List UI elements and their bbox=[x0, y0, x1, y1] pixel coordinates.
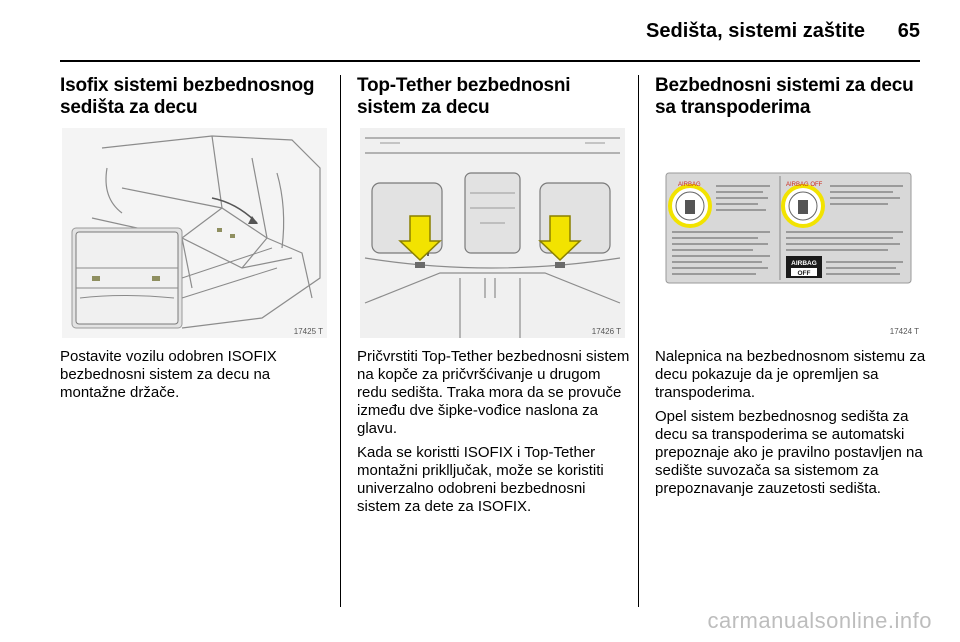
heading-line: Isofix sistemi bezbednosnog bbox=[60, 75, 315, 96]
section-heading-transponder bbox=[655, 75, 930, 119]
heading-line: sistem za decu bbox=[357, 97, 490, 118]
airbag-text-left: AIRBAG bbox=[678, 182, 701, 188]
paragraph: Postavite vozilu odobren ISOFIX bezbednosni sistem za decu na montažne držače. bbox=[60, 348, 277, 401]
column-divider bbox=[638, 75, 639, 607]
paragraph: Opel sistem bezbednosnog sedišta za decu sa transpoderima se automatski prepoznaje ako je pravilno postavljen na sedište suvozača sa sistemom za prepoznavanje zauzetosti sedišta. bbox=[655, 408, 923, 497]
top-tether-illustration bbox=[360, 128, 625, 338]
isofix-seat-illustration bbox=[62, 128, 327, 338]
watermark: carmanualsonline.info bbox=[707, 608, 932, 633]
figure-id: 17426 T bbox=[591, 327, 621, 336]
figure-top-tether bbox=[360, 128, 625, 338]
figure-transponder-label bbox=[658, 128, 923, 338]
paragraph: Nalepnica na bezbednosnom sistemu za decu pokazuje da je opremljen sa transpoderima. bbox=[655, 348, 926, 401]
paragraph: Kada se koristti ISOFIX i Top-Tether montažni priklljučak, može se koristiti univerzalno odobreni bezbednosni sistem za dete za ISOFIX. bbox=[357, 444, 604, 515]
heading-line: sa transpoderima bbox=[655, 97, 811, 118]
heading-line: Bezbednosni sistemi za decu bbox=[655, 75, 914, 96]
airbag-warning-label-illustration bbox=[658, 128, 923, 338]
heading-line: Top-Tether bezbednosni bbox=[357, 75, 571, 96]
body-text-top-tether bbox=[357, 348, 632, 522]
figure-id: 17425 T bbox=[293, 327, 323, 336]
section-heading-isofix bbox=[60, 75, 330, 119]
page-number: 65 bbox=[897, 20, 920, 42]
body-text-isofix bbox=[60, 348, 330, 408]
column-top-tether bbox=[357, 75, 632, 119]
badge-line: AIRBAG bbox=[791, 260, 817, 267]
body-text-transponder bbox=[655, 348, 930, 504]
badge-line: OFF bbox=[797, 270, 811, 277]
airbag-text-right: AIRBAG OFF bbox=[786, 182, 823, 188]
header-rule bbox=[60, 60, 920, 62]
section-heading-top-tether bbox=[357, 75, 632, 119]
figure-isofix-seat bbox=[62, 128, 327, 338]
heading-line: sedišta za decu bbox=[60, 97, 198, 118]
column-divider bbox=[340, 75, 341, 607]
column-isofix bbox=[60, 75, 330, 119]
column-transponder bbox=[655, 75, 930, 119]
page-header-title: Sedišta, sistemi zaštite bbox=[646, 20, 865, 42]
figure-id: 17424 T bbox=[889, 327, 919, 336]
paragraph: Pričvrstiti Top-Tether bezbednosni sistem na kopče za pričvršćivanje u drugom redu sedišta. Traka mora da se provuče između dve šipke-vođice naslona za glavu. bbox=[357, 348, 630, 437]
airbag-off-badge bbox=[786, 256, 822, 278]
